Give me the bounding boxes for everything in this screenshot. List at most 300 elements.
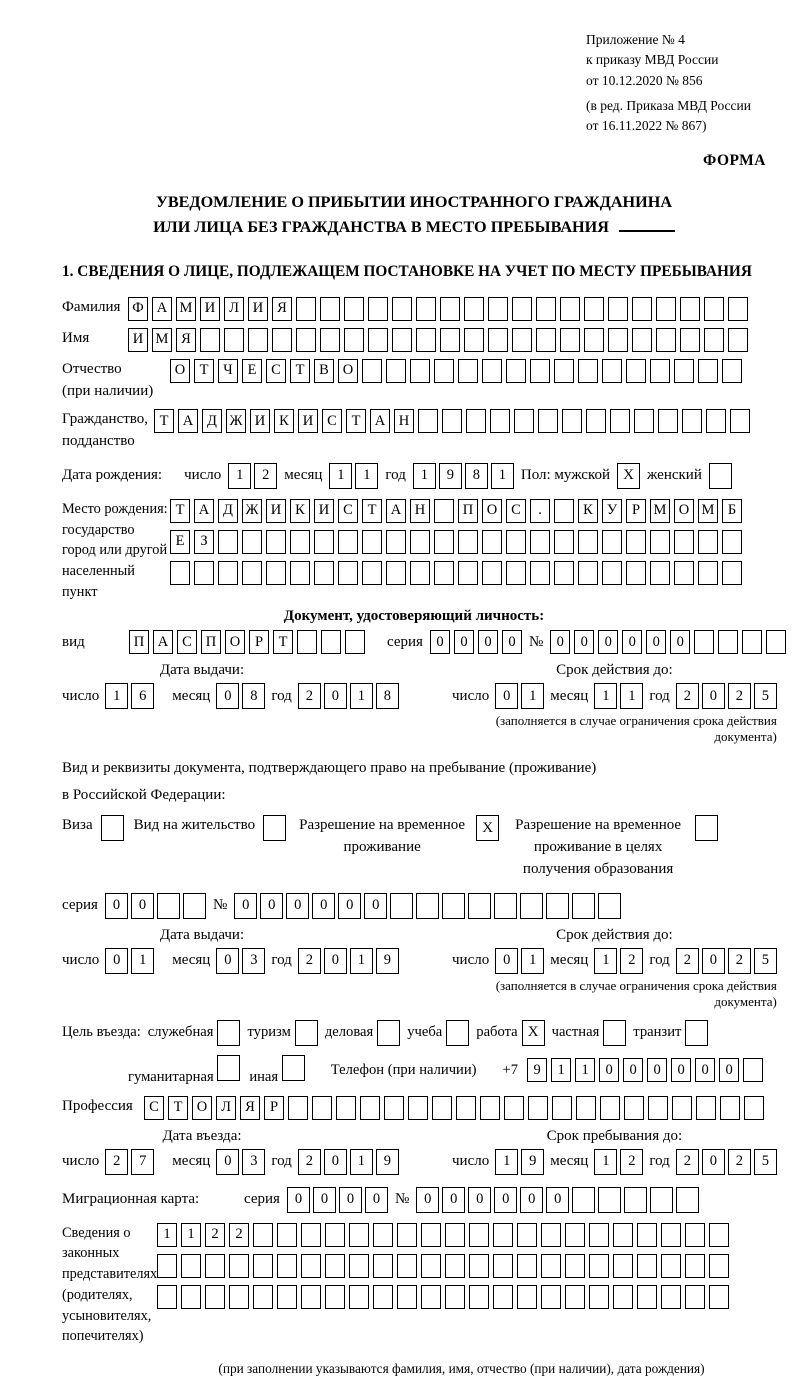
- char-box[interactable]: [482, 530, 502, 554]
- char-box[interactable]: [200, 328, 220, 352]
- char-box[interactable]: [277, 1223, 297, 1247]
- business-checkbox[interactable]: [377, 1020, 400, 1046]
- char-box[interactable]: [546, 893, 569, 919]
- char-box[interactable]: [624, 1187, 647, 1213]
- char-box[interactable]: С: [506, 499, 526, 523]
- char-box[interactable]: [589, 1254, 609, 1278]
- char-box[interactable]: [530, 561, 550, 585]
- transit-checkbox[interactable]: [685, 1020, 708, 1046]
- char-box[interactable]: [440, 297, 460, 321]
- char-box[interactable]: Ф: [128, 297, 148, 321]
- char-box[interactable]: 0: [695, 1058, 715, 1082]
- char-box[interactable]: 2: [676, 948, 699, 974]
- char-box[interactable]: [650, 530, 670, 554]
- char-box[interactable]: [578, 359, 598, 383]
- char-box[interactable]: [676, 1187, 699, 1213]
- char-box[interactable]: 0: [454, 630, 474, 654]
- char-box[interactable]: [698, 561, 718, 585]
- char-box[interactable]: [512, 297, 532, 321]
- char-box[interactable]: [494, 893, 517, 919]
- char-box[interactable]: И: [266, 499, 286, 523]
- temp-residence-checkbox[interactable]: X: [476, 815, 499, 841]
- female-checkbox[interactable]: [709, 463, 732, 489]
- char-box[interactable]: [512, 328, 532, 352]
- char-box[interactable]: [506, 561, 526, 585]
- char-box[interactable]: [349, 1254, 369, 1278]
- char-box[interactable]: 2: [620, 948, 643, 974]
- char-box[interactable]: Л: [216, 1096, 236, 1120]
- char-box[interactable]: [416, 328, 436, 352]
- char-box[interactable]: [541, 1223, 561, 1247]
- char-box[interactable]: [637, 1285, 657, 1309]
- char-box[interactable]: [709, 1254, 729, 1278]
- char-box[interactable]: [632, 328, 652, 352]
- char-box[interactable]: [301, 1254, 321, 1278]
- char-box[interactable]: [373, 1254, 393, 1278]
- char-box[interactable]: [766, 630, 786, 654]
- char-box[interactable]: С: [144, 1096, 164, 1120]
- char-box[interactable]: К: [290, 499, 310, 523]
- char-box[interactable]: [554, 530, 574, 554]
- char-box[interactable]: Т: [273, 630, 293, 654]
- char-box[interactable]: [338, 561, 358, 585]
- char-box[interactable]: [296, 297, 316, 321]
- char-box[interactable]: [680, 328, 700, 352]
- other-checkbox[interactable]: [282, 1055, 305, 1081]
- char-box[interactable]: А: [194, 499, 214, 523]
- char-box[interactable]: 0: [702, 948, 725, 974]
- char-box[interactable]: 0: [468, 1187, 491, 1213]
- char-box[interactable]: [386, 359, 406, 383]
- char-box[interactable]: [432, 1096, 452, 1120]
- char-box[interactable]: [349, 1223, 369, 1247]
- char-box[interactable]: [325, 1254, 345, 1278]
- char-box[interactable]: [362, 359, 382, 383]
- char-box[interactable]: 7: [131, 1149, 154, 1175]
- char-box[interactable]: 0: [324, 683, 347, 709]
- char-box[interactable]: [565, 1223, 585, 1247]
- char-box[interactable]: [490, 409, 510, 433]
- char-box[interactable]: [709, 1285, 729, 1309]
- char-box[interactable]: 1: [350, 1149, 373, 1175]
- char-box[interactable]: 0: [216, 683, 239, 709]
- char-box[interactable]: 5: [754, 683, 777, 709]
- char-box[interactable]: 0: [131, 893, 154, 919]
- char-box[interactable]: [157, 1254, 177, 1278]
- char-box[interactable]: 0: [216, 948, 239, 974]
- char-box[interactable]: Д: [202, 409, 222, 433]
- char-box[interactable]: Н: [394, 409, 414, 433]
- residence-permit-checkbox[interactable]: [263, 815, 286, 841]
- char-box[interactable]: [672, 1096, 692, 1120]
- char-box[interactable]: 1: [575, 1058, 595, 1082]
- char-box[interactable]: [458, 359, 478, 383]
- char-box[interactable]: [728, 328, 748, 352]
- char-box[interactable]: [469, 1285, 489, 1309]
- char-box[interactable]: [637, 1223, 657, 1247]
- char-box[interactable]: 0: [550, 630, 570, 654]
- char-box[interactable]: Р: [626, 499, 646, 523]
- char-box[interactable]: [416, 893, 439, 919]
- char-box[interactable]: [434, 561, 454, 585]
- char-box[interactable]: [349, 1285, 369, 1309]
- char-box[interactable]: 0: [442, 1187, 465, 1213]
- char-box[interactable]: 0: [622, 630, 642, 654]
- char-box[interactable]: [493, 1223, 513, 1247]
- char-box[interactable]: 1: [521, 683, 544, 709]
- char-box[interactable]: 2: [676, 683, 699, 709]
- char-box[interactable]: [434, 359, 454, 383]
- char-box[interactable]: 1: [413, 463, 436, 489]
- char-box[interactable]: [272, 328, 292, 352]
- char-box[interactable]: 0: [416, 1187, 439, 1213]
- char-box[interactable]: [650, 1187, 673, 1213]
- char-box[interactable]: [572, 1187, 595, 1213]
- char-box[interactable]: 0: [647, 1058, 667, 1082]
- char-box[interactable]: [656, 328, 676, 352]
- char-box[interactable]: [530, 530, 550, 554]
- char-box[interactable]: [421, 1285, 441, 1309]
- char-box[interactable]: О: [170, 359, 190, 383]
- char-box[interactable]: [362, 530, 382, 554]
- char-box[interactable]: [482, 561, 502, 585]
- char-box[interactable]: [626, 561, 646, 585]
- char-box[interactable]: Ж: [226, 409, 246, 433]
- char-box[interactable]: 2: [105, 1149, 128, 1175]
- char-box[interactable]: У: [602, 499, 622, 523]
- char-box[interactable]: Б: [722, 499, 742, 523]
- char-box[interactable]: [277, 1285, 297, 1309]
- char-box[interactable]: [598, 1187, 621, 1213]
- char-box[interactable]: [344, 297, 364, 321]
- char-box[interactable]: [336, 1096, 356, 1120]
- char-box[interactable]: [408, 1096, 428, 1120]
- char-box[interactable]: 8: [376, 683, 399, 709]
- char-box[interactable]: 0: [430, 630, 450, 654]
- char-box[interactable]: 1: [350, 948, 373, 974]
- char-box[interactable]: Т: [154, 409, 174, 433]
- char-box[interactable]: 0: [324, 1149, 347, 1175]
- char-box[interactable]: [397, 1254, 417, 1278]
- char-box[interactable]: 0: [599, 1058, 619, 1082]
- char-box[interactable]: [661, 1254, 681, 1278]
- char-box[interactable]: [613, 1285, 633, 1309]
- char-box[interactable]: [468, 893, 491, 919]
- char-box[interactable]: [301, 1285, 321, 1309]
- char-box[interactable]: [562, 409, 582, 433]
- char-box[interactable]: [488, 328, 508, 352]
- char-box[interactable]: [536, 297, 556, 321]
- char-box[interactable]: [229, 1254, 249, 1278]
- char-box[interactable]: 6: [131, 683, 154, 709]
- char-box[interactable]: [314, 561, 334, 585]
- char-box[interactable]: [301, 1223, 321, 1247]
- char-box[interactable]: [392, 328, 412, 352]
- char-box[interactable]: 1: [157, 1223, 177, 1247]
- char-box[interactable]: [554, 499, 574, 523]
- char-box[interactable]: 0: [546, 1187, 569, 1213]
- char-box[interactable]: [517, 1223, 537, 1247]
- char-box[interactable]: 1: [105, 683, 128, 709]
- char-box[interactable]: [421, 1254, 441, 1278]
- char-box[interactable]: [680, 297, 700, 321]
- char-box[interactable]: И: [248, 297, 268, 321]
- char-box[interactable]: Ч: [218, 359, 238, 383]
- char-box[interactable]: П: [129, 630, 149, 654]
- char-box[interactable]: П: [201, 630, 221, 654]
- char-box[interactable]: [368, 328, 388, 352]
- char-box[interactable]: 0: [312, 893, 335, 919]
- char-box[interactable]: [506, 530, 526, 554]
- char-box[interactable]: 0: [339, 1187, 362, 1213]
- char-box[interactable]: [397, 1223, 417, 1247]
- char-box[interactable]: 1: [521, 948, 544, 974]
- char-box[interactable]: [661, 1223, 681, 1247]
- char-box[interactable]: [345, 630, 365, 654]
- char-box[interactable]: [576, 1096, 596, 1120]
- char-box[interactable]: [658, 409, 678, 433]
- char-box[interactable]: [493, 1285, 513, 1309]
- char-box[interactable]: [253, 1254, 273, 1278]
- char-box[interactable]: [469, 1223, 489, 1247]
- char-box[interactable]: 1: [594, 683, 617, 709]
- char-box[interactable]: А: [370, 409, 390, 433]
- char-box[interactable]: 0: [234, 893, 257, 919]
- char-box[interactable]: [722, 561, 742, 585]
- work-checkbox[interactable]: X: [522, 1020, 545, 1046]
- char-box[interactable]: [682, 409, 702, 433]
- char-box[interactable]: 2: [728, 683, 751, 709]
- char-box[interactable]: [722, 359, 742, 383]
- char-box[interactable]: [685, 1254, 705, 1278]
- char-box[interactable]: Л: [224, 297, 244, 321]
- char-box[interactable]: [434, 530, 454, 554]
- char-box[interactable]: [589, 1223, 609, 1247]
- char-box[interactable]: [386, 561, 406, 585]
- char-box[interactable]: [242, 530, 262, 554]
- male-checkbox[interactable]: X: [617, 463, 640, 489]
- char-box[interactable]: 9: [527, 1058, 547, 1082]
- char-box[interactable]: [730, 409, 750, 433]
- char-box[interactable]: 1: [355, 463, 378, 489]
- char-box[interactable]: [608, 328, 628, 352]
- char-box[interactable]: [674, 359, 694, 383]
- char-box[interactable]: [229, 1285, 249, 1309]
- char-box[interactable]: [554, 359, 574, 383]
- char-box[interactable]: 9: [521, 1149, 544, 1175]
- char-box[interactable]: [584, 328, 604, 352]
- char-box[interactable]: [325, 1285, 345, 1309]
- char-box[interactable]: 0: [287, 1187, 310, 1213]
- char-box[interactable]: [626, 359, 646, 383]
- char-box[interactable]: [685, 1223, 705, 1247]
- char-box[interactable]: Е: [242, 359, 262, 383]
- char-box[interactable]: 1: [491, 463, 514, 489]
- char-box[interactable]: А: [153, 630, 173, 654]
- char-box[interactable]: 0: [365, 1187, 388, 1213]
- char-box[interactable]: [442, 893, 465, 919]
- char-box[interactable]: Т: [362, 499, 382, 523]
- char-box[interactable]: Т: [346, 409, 366, 433]
- char-box[interactable]: [205, 1285, 225, 1309]
- char-box[interactable]: [277, 1254, 297, 1278]
- char-box[interactable]: [661, 1285, 681, 1309]
- char-box[interactable]: [458, 530, 478, 554]
- char-box[interactable]: [434, 499, 454, 523]
- char-box[interactable]: К: [578, 499, 598, 523]
- char-box[interactable]: [312, 1096, 332, 1120]
- char-box[interactable]: [296, 328, 316, 352]
- char-box[interactable]: И: [298, 409, 318, 433]
- humanitarian-checkbox[interactable]: [217, 1055, 240, 1081]
- char-box[interactable]: [469, 1254, 489, 1278]
- char-box[interactable]: С: [338, 499, 358, 523]
- char-box[interactable]: 0: [702, 1149, 725, 1175]
- char-box[interactable]: [520, 893, 543, 919]
- char-box[interactable]: 1: [495, 1149, 518, 1175]
- char-box[interactable]: 1: [594, 1149, 617, 1175]
- char-box[interactable]: [586, 409, 606, 433]
- char-box[interactable]: 2: [298, 948, 321, 974]
- char-box[interactable]: [321, 630, 341, 654]
- char-box[interactable]: [613, 1254, 633, 1278]
- char-box[interactable]: 0: [670, 630, 690, 654]
- char-box[interactable]: [578, 561, 598, 585]
- char-box[interactable]: 0: [313, 1187, 336, 1213]
- char-box[interactable]: О: [338, 359, 358, 383]
- char-box[interactable]: 0: [520, 1187, 543, 1213]
- char-box[interactable]: [560, 328, 580, 352]
- char-box[interactable]: 1: [131, 948, 154, 974]
- char-box[interactable]: О: [674, 499, 694, 523]
- char-box[interactable]: [205, 1254, 225, 1278]
- char-box[interactable]: [650, 359, 670, 383]
- char-box[interactable]: 3: [242, 1149, 265, 1175]
- char-box[interactable]: [266, 530, 286, 554]
- char-box[interactable]: 9: [376, 1149, 399, 1175]
- char-box[interactable]: 2: [620, 1149, 643, 1175]
- char-box[interactable]: П: [458, 499, 478, 523]
- char-box[interactable]: 0: [671, 1058, 691, 1082]
- char-box[interactable]: 2: [728, 1149, 751, 1175]
- char-box[interactable]: [552, 1096, 572, 1120]
- char-box[interactable]: 0: [324, 948, 347, 974]
- char-box[interactable]: [589, 1285, 609, 1309]
- char-box[interactable]: [170, 561, 190, 585]
- char-box[interactable]: И: [250, 409, 270, 433]
- char-box[interactable]: [694, 630, 714, 654]
- char-box[interactable]: 0: [574, 630, 594, 654]
- char-box[interactable]: Т: [170, 499, 190, 523]
- char-box[interactable]: [565, 1254, 585, 1278]
- char-box[interactable]: 2: [254, 463, 277, 489]
- char-box[interactable]: [445, 1223, 465, 1247]
- char-box[interactable]: [722, 530, 742, 554]
- char-box[interactable]: [320, 297, 340, 321]
- char-box[interactable]: [421, 1223, 441, 1247]
- char-box[interactable]: [248, 328, 268, 352]
- char-box[interactable]: [613, 1223, 633, 1247]
- char-box[interactable]: 2: [298, 1149, 321, 1175]
- char-box[interactable]: [674, 561, 694, 585]
- char-box[interactable]: 0: [494, 1187, 517, 1213]
- char-box[interactable]: [637, 1254, 657, 1278]
- char-box[interactable]: А: [386, 499, 406, 523]
- char-box[interactable]: [514, 409, 534, 433]
- char-box[interactable]: [742, 630, 762, 654]
- char-box[interactable]: С: [266, 359, 286, 383]
- char-box[interactable]: [584, 297, 604, 321]
- char-box[interactable]: [384, 1096, 404, 1120]
- char-box[interactable]: [458, 561, 478, 585]
- char-box[interactable]: [157, 893, 180, 919]
- char-box[interactable]: [266, 561, 286, 585]
- visa-checkbox[interactable]: [101, 815, 124, 841]
- char-box[interactable]: [536, 328, 556, 352]
- char-box[interactable]: [338, 530, 358, 554]
- char-box[interactable]: [538, 409, 558, 433]
- char-box[interactable]: [626, 530, 646, 554]
- char-box[interactable]: Я: [272, 297, 292, 321]
- char-box[interactable]: [464, 297, 484, 321]
- char-box[interactable]: 0: [364, 893, 387, 919]
- char-box[interactable]: Ж: [242, 499, 262, 523]
- char-box[interactable]: [218, 530, 238, 554]
- char-box[interactable]: [480, 1096, 500, 1120]
- char-box[interactable]: [242, 561, 262, 585]
- char-box[interactable]: [504, 1096, 524, 1120]
- char-box[interactable]: Р: [249, 630, 269, 654]
- char-box[interactable]: 1: [620, 683, 643, 709]
- char-box[interactable]: 0: [646, 630, 666, 654]
- char-box[interactable]: [290, 530, 310, 554]
- char-box[interactable]: 2: [676, 1149, 699, 1175]
- char-box[interactable]: М: [698, 499, 718, 523]
- char-box[interactable]: 8: [465, 463, 488, 489]
- char-box[interactable]: 1: [350, 683, 373, 709]
- char-box[interactable]: [386, 530, 406, 554]
- char-box[interactable]: 9: [376, 948, 399, 974]
- char-box[interactable]: 1: [181, 1223, 201, 1247]
- char-box[interactable]: [488, 297, 508, 321]
- char-box[interactable]: 0: [216, 1149, 239, 1175]
- char-box[interactable]: С: [322, 409, 342, 433]
- char-box[interactable]: [602, 530, 622, 554]
- char-box[interactable]: [706, 409, 726, 433]
- official-checkbox[interactable]: [217, 1020, 240, 1046]
- char-box[interactable]: [373, 1285, 393, 1309]
- char-box[interactable]: [392, 297, 412, 321]
- char-box[interactable]: 1: [228, 463, 251, 489]
- char-box[interactable]: 0: [478, 630, 498, 654]
- char-box[interactable]: [466, 409, 486, 433]
- char-box[interactable]: [718, 630, 738, 654]
- char-box[interactable]: А: [178, 409, 198, 433]
- char-box[interactable]: [744, 1096, 764, 1120]
- char-box[interactable]: [320, 328, 340, 352]
- char-box[interactable]: З: [194, 530, 214, 554]
- char-box[interactable]: [572, 893, 595, 919]
- char-box[interactable]: Р: [264, 1096, 284, 1120]
- char-box[interactable]: [704, 328, 724, 352]
- char-box[interactable]: Т: [290, 359, 310, 383]
- char-box[interactable]: [442, 409, 462, 433]
- char-box[interactable]: М: [152, 328, 172, 352]
- char-box[interactable]: [698, 530, 718, 554]
- char-box[interactable]: [157, 1285, 177, 1309]
- char-box[interactable]: 5: [754, 948, 777, 974]
- char-box[interactable]: И: [200, 297, 220, 321]
